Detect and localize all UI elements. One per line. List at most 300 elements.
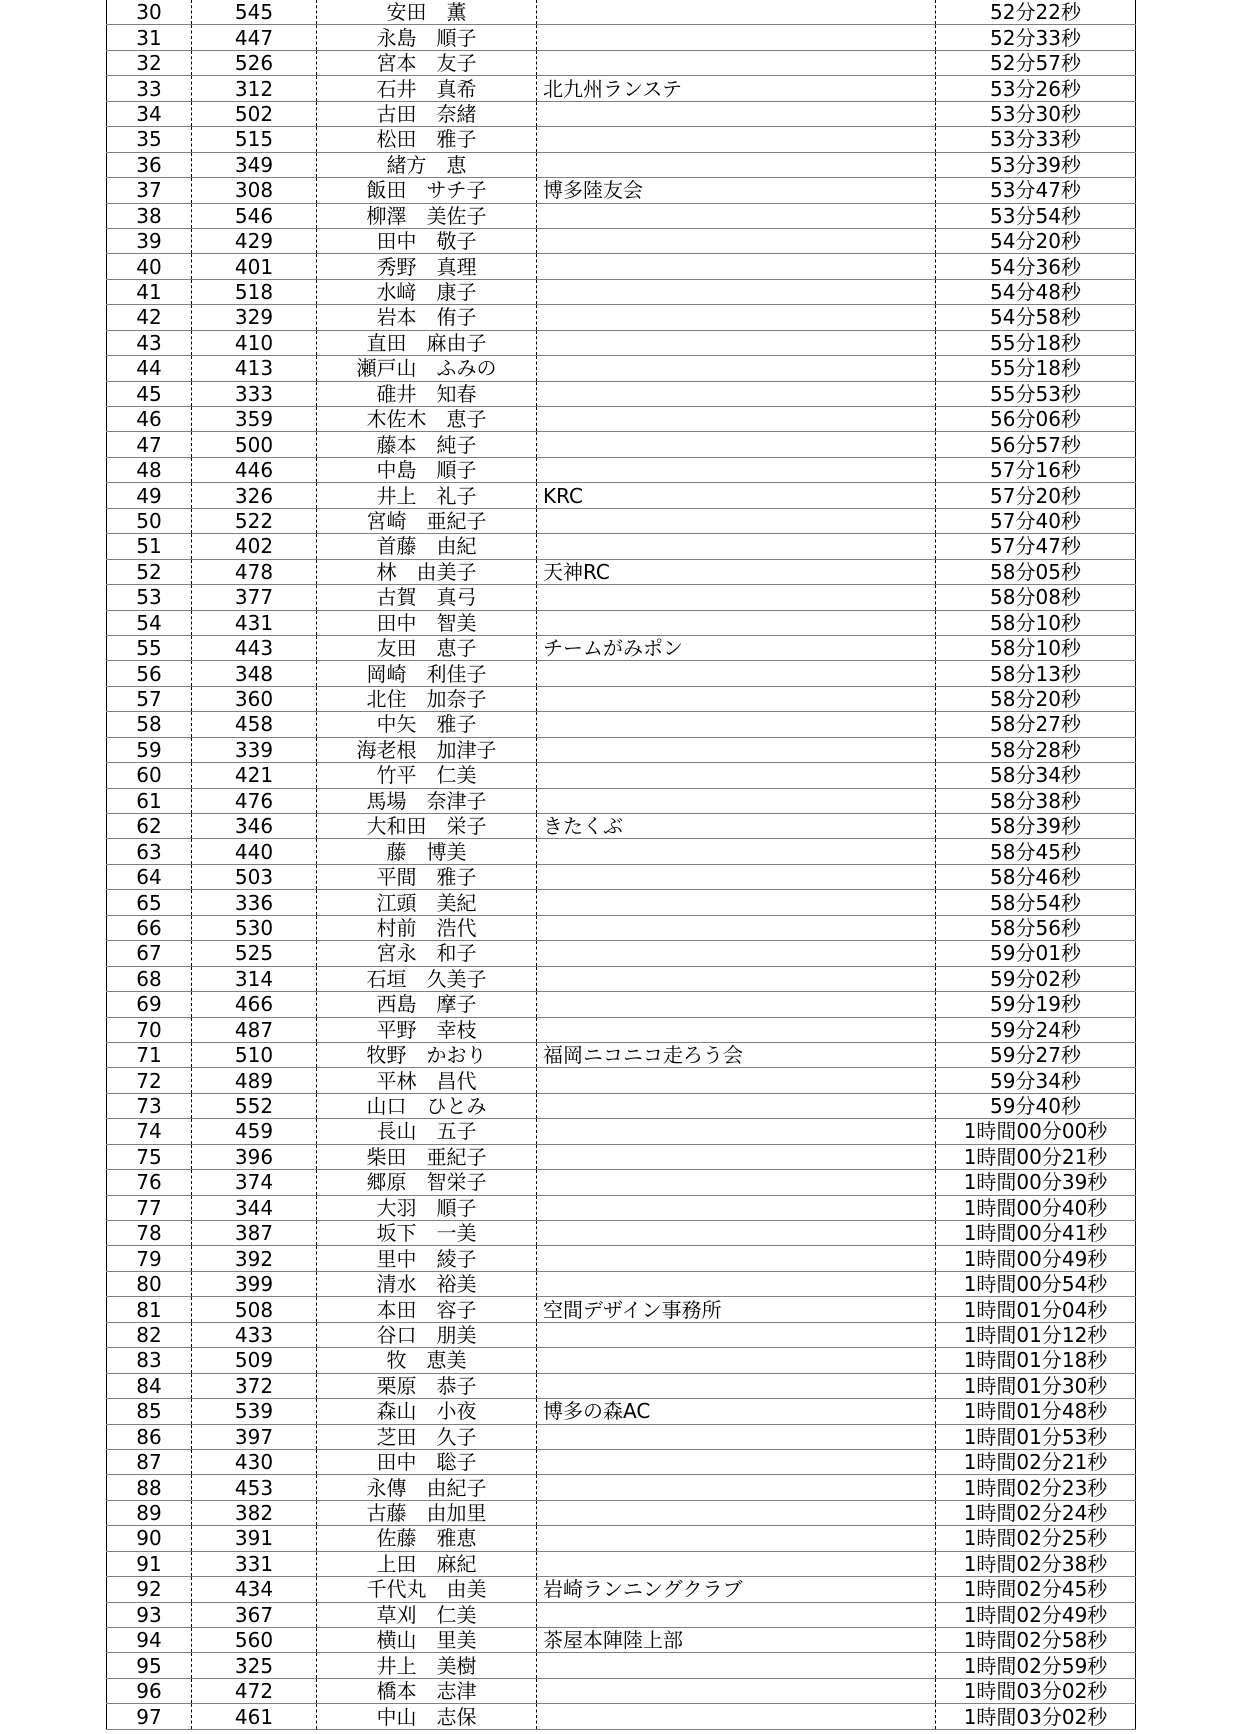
runner-name-cell: 長山 五子 <box>317 1119 537 1144</box>
rank-cell: 83 <box>107 1348 192 1373</box>
bib-number-cell: 522 <box>192 508 317 533</box>
table-row <box>107 0 1136 25</box>
runner-name-cell: 田中 智美 <box>317 610 537 635</box>
table-row <box>107 1526 1136 1551</box>
table-row <box>107 1399 1136 1424</box>
club-cell: 空間デザイン事務所 <box>537 1297 936 1322</box>
bib-number-cell: 333 <box>192 381 317 406</box>
finish-time-cell: 58分38秒 <box>936 788 1136 813</box>
finish-time-cell: 58分46秒 <box>936 864 1136 889</box>
table-row <box>107 661 1136 686</box>
club-cell <box>537 305 936 330</box>
finish-time-cell: 1時間01分30秒 <box>936 1373 1136 1398</box>
runner-name-cell: 横山 里美 <box>317 1628 537 1653</box>
runner-name-cell: 平林 昌代 <box>317 1068 537 1093</box>
table-row <box>107 915 1136 940</box>
club-cell <box>537 0 936 25</box>
results-sheet <box>106 0 1135 1730</box>
runner-name-cell: 郷原 智栄子 <box>317 1170 537 1195</box>
rank-cell: 93 <box>107 1602 192 1627</box>
finish-time-cell: 1時間02分23秒 <box>936 1475 1136 1500</box>
finish-time-cell: 1時間01分48秒 <box>936 1399 1136 1424</box>
rank-cell: 79 <box>107 1246 192 1271</box>
club-cell <box>537 1602 936 1627</box>
bib-number-cell: 433 <box>192 1322 317 1347</box>
table-row <box>107 610 1136 635</box>
runner-name-cell: 永傳 由紀子 <box>317 1475 537 1500</box>
finish-time-cell: 56分57秒 <box>936 432 1136 457</box>
table-row <box>107 152 1136 177</box>
runner-name-cell: 瀬戸山 ふみの <box>317 356 537 381</box>
table-row <box>107 457 1136 482</box>
table-row <box>107 534 1136 559</box>
table-row <box>107 1551 1136 1576</box>
runner-name-cell: 西島 摩子 <box>317 992 537 1017</box>
table-row <box>107 330 1136 355</box>
bib-number-cell: 478 <box>192 559 317 584</box>
runner-name-cell: 古田 奈緒 <box>317 101 537 126</box>
club-cell <box>537 1475 936 1500</box>
rank-cell: 84 <box>107 1373 192 1398</box>
rank-cell: 96 <box>107 1678 192 1703</box>
finish-time-cell: 1時間03分02秒 <box>936 1704 1136 1729</box>
rank-cell: 36 <box>107 152 192 177</box>
table-row <box>107 305 1136 330</box>
rank-cell: 78 <box>107 1221 192 1246</box>
bib-number-cell: 447 <box>192 25 317 50</box>
rank-cell: 62 <box>107 814 192 839</box>
bib-number-cell: 387 <box>192 1221 317 1246</box>
club-cell <box>537 585 936 610</box>
runner-name-cell: 本田 容子 <box>317 1297 537 1322</box>
runner-name-cell: 牧 恵美 <box>317 1348 537 1373</box>
runner-name-cell: 橋本 志津 <box>317 1678 537 1703</box>
rank-cell: 75 <box>107 1144 192 1169</box>
bib-number-cell: 476 <box>192 788 317 813</box>
runner-name-cell: 馬場 奈津子 <box>317 788 537 813</box>
club-cell <box>537 1271 936 1296</box>
rank-cell: 41 <box>107 279 192 304</box>
runner-name-cell: 松田 雅子 <box>317 127 537 152</box>
rank-cell: 76 <box>107 1170 192 1195</box>
club-cell <box>537 508 936 533</box>
table-row <box>107 737 1136 762</box>
table-row <box>107 966 1136 991</box>
runner-name-cell: 緒方 恵 <box>317 152 537 177</box>
bib-number-cell: 359 <box>192 407 317 432</box>
club-cell <box>537 1068 936 1093</box>
table-row <box>107 25 1136 50</box>
club-cell <box>537 1704 936 1729</box>
rank-cell: 60 <box>107 763 192 788</box>
runner-name-cell: 竹平 仁美 <box>317 763 537 788</box>
table-row <box>107 1144 1136 1169</box>
rank-cell: 71 <box>107 1042 192 1067</box>
runner-name-cell: 碓井 知春 <box>317 381 537 406</box>
results-table-body <box>107 0 1136 1729</box>
bib-number-cell: 446 <box>192 457 317 482</box>
bib-number-cell: 443 <box>192 635 317 660</box>
rank-cell: 51 <box>107 534 192 559</box>
table-row <box>107 254 1136 279</box>
finish-time-cell: 59分19秒 <box>936 992 1136 1017</box>
rank-cell: 47 <box>107 432 192 457</box>
club-cell <box>537 1170 936 1195</box>
runner-name-cell: 中矢 雅子 <box>317 712 537 737</box>
bib-number-cell: 525 <box>192 941 317 966</box>
runner-name-cell: 千代丸 由美 <box>317 1577 537 1602</box>
table-row <box>107 279 1136 304</box>
table-row <box>107 1424 1136 1449</box>
finish-time-cell: 1時間02分59秒 <box>936 1653 1136 1678</box>
runner-name-cell: 宮本 友子 <box>317 50 537 75</box>
rank-cell: 94 <box>107 1628 192 1653</box>
runner-name-cell: 水﨑 康子 <box>317 279 537 304</box>
table-row <box>107 1297 1136 1322</box>
runner-name-cell: 安田 薫 <box>317 0 537 25</box>
bib-number-cell: 430 <box>192 1449 317 1474</box>
finish-time-cell: 56分06秒 <box>936 407 1136 432</box>
finish-time-cell: 1時間00分40秒 <box>936 1195 1136 1220</box>
club-cell <box>537 1017 936 1042</box>
club-cell <box>537 1424 936 1449</box>
finish-time-cell: 54分20秒 <box>936 228 1136 253</box>
finish-time-cell: 58分27秒 <box>936 712 1136 737</box>
club-cell <box>537 1551 936 1576</box>
table-row <box>107 839 1136 864</box>
finish-time-cell: 57分16秒 <box>936 457 1136 482</box>
runner-name-cell: 北住 加奈子 <box>317 686 537 711</box>
rank-cell: 56 <box>107 661 192 686</box>
bib-number-cell: 440 <box>192 839 317 864</box>
club-cell <box>537 890 936 915</box>
finish-time-cell: 59分02秒 <box>936 966 1136 991</box>
bib-number-cell: 339 <box>192 737 317 762</box>
bib-number-cell: 399 <box>192 1271 317 1296</box>
club-cell <box>537 1221 936 1246</box>
club-cell <box>537 915 936 940</box>
rank-cell: 54 <box>107 610 192 635</box>
table-row <box>107 1577 1136 1602</box>
club-cell: KRC <box>537 483 936 508</box>
table-row <box>107 712 1136 737</box>
table-row <box>107 228 1136 253</box>
club-cell: チームがみポン <box>537 635 936 660</box>
runner-name-cell: 友田 恵子 <box>317 635 537 660</box>
runner-name-cell: 宮崎 亜紀子 <box>317 508 537 533</box>
finish-time-cell: 58分13秒 <box>936 661 1136 686</box>
rank-cell: 52 <box>107 559 192 584</box>
table-row <box>107 76 1136 101</box>
table-row <box>107 356 1136 381</box>
bib-number-cell: 397 <box>192 1424 317 1449</box>
bib-number-cell: 312 <box>192 76 317 101</box>
runner-name-cell: 藤 博美 <box>317 839 537 864</box>
bib-number-cell: 348 <box>192 661 317 686</box>
club-cell <box>537 1526 936 1551</box>
runner-name-cell: 田中 敬子 <box>317 228 537 253</box>
rank-cell: 49 <box>107 483 192 508</box>
club-cell <box>537 1373 936 1398</box>
finish-time-cell: 1時間02分25秒 <box>936 1526 1136 1551</box>
club-cell: 天神RC <box>537 559 936 584</box>
bib-number-cell: 392 <box>192 1246 317 1271</box>
finish-time-cell: 1時間01分18秒 <box>936 1348 1136 1373</box>
bib-number-cell: 518 <box>192 279 317 304</box>
bib-number-cell: 545 <box>192 0 317 25</box>
finish-time-cell: 58分28秒 <box>936 737 1136 762</box>
finish-time-cell: 1時間02分49秒 <box>936 1602 1136 1627</box>
rank-cell: 55 <box>107 635 192 660</box>
rank-cell: 73 <box>107 1093 192 1118</box>
finish-time-cell: 59分24秒 <box>936 1017 1136 1042</box>
club-cell <box>537 1144 936 1169</box>
bib-number-cell: 372 <box>192 1373 317 1398</box>
club-cell <box>537 50 936 75</box>
finish-time-cell: 58分20秒 <box>936 686 1136 711</box>
club-cell <box>537 1322 936 1347</box>
club-cell <box>537 127 936 152</box>
runner-name-cell: 平野 幸枝 <box>317 1017 537 1042</box>
club-cell <box>537 1500 936 1525</box>
runner-name-cell: 古藤 由加里 <box>317 1500 537 1525</box>
table-row <box>107 1704 1136 1729</box>
bib-number-cell: 346 <box>192 814 317 839</box>
runner-name-cell: 海老根 加津子 <box>317 737 537 762</box>
table-row <box>107 1246 1136 1271</box>
finish-time-cell: 54分58秒 <box>936 305 1136 330</box>
bib-number-cell: 413 <box>192 356 317 381</box>
runner-name-cell: 永島 順子 <box>317 25 537 50</box>
rank-cell: 95 <box>107 1653 192 1678</box>
table-row <box>107 635 1136 660</box>
club-cell <box>537 737 936 762</box>
runner-name-cell: 江頭 美紀 <box>317 890 537 915</box>
runner-name-cell: 井上 美樹 <box>317 1653 537 1678</box>
runner-name-cell: 直田 麻由子 <box>317 330 537 355</box>
runner-name-cell: 石垣 久美子 <box>317 966 537 991</box>
bib-number-cell: 461 <box>192 1704 317 1729</box>
finish-time-cell: 1時間00分49秒 <box>936 1246 1136 1271</box>
table-row <box>107 381 1136 406</box>
runner-name-cell: 山口 ひとみ <box>317 1093 537 1118</box>
rank-cell: 97 <box>107 1704 192 1729</box>
bib-number-cell: 401 <box>192 254 317 279</box>
table-row <box>107 814 1136 839</box>
bib-number-cell: 434 <box>192 1577 317 1602</box>
rank-cell: 58 <box>107 712 192 737</box>
bib-number-cell: 431 <box>192 610 317 635</box>
runner-name-cell: 宮永 和子 <box>317 941 537 966</box>
bib-number-cell: 552 <box>192 1093 317 1118</box>
club-cell <box>537 432 936 457</box>
finish-time-cell: 59分34秒 <box>936 1068 1136 1093</box>
table-row <box>107 1195 1136 1220</box>
runner-name-cell: 岡崎 利佳子 <box>317 661 537 686</box>
club-cell: 岩崎ランニングクラブ <box>537 1577 936 1602</box>
rank-cell: 53 <box>107 585 192 610</box>
table-row <box>107 1170 1136 1195</box>
rank-cell: 82 <box>107 1322 192 1347</box>
bib-number-cell: 453 <box>192 1475 317 1500</box>
finish-time-cell: 58分56秒 <box>936 915 1136 940</box>
club-cell <box>537 1348 936 1373</box>
runner-name-cell: 中山 志保 <box>317 1704 537 1729</box>
bib-number-cell: 326 <box>192 483 317 508</box>
bib-number-cell: 344 <box>192 1195 317 1220</box>
runner-name-cell: 藤本 純子 <box>317 432 537 457</box>
finish-time-cell: 1時間00分21秒 <box>936 1144 1136 1169</box>
club-cell <box>537 992 936 1017</box>
table-row <box>107 1449 1136 1474</box>
finish-time-cell: 57分40秒 <box>936 508 1136 533</box>
rank-cell: 35 <box>107 127 192 152</box>
finish-time-cell: 59分40秒 <box>936 1093 1136 1118</box>
bib-number-cell: 489 <box>192 1068 317 1093</box>
rank-cell: 87 <box>107 1449 192 1474</box>
table-row <box>107 1373 1136 1398</box>
runner-name-cell: 平間 雅子 <box>317 864 537 889</box>
club-cell: 北九州ランステ <box>537 76 936 101</box>
rank-cell: 30 <box>107 0 192 25</box>
results-table <box>106 0 1136 1730</box>
table-row <box>107 203 1136 228</box>
table-row <box>107 1475 1136 1500</box>
rank-cell: 90 <box>107 1526 192 1551</box>
club-cell <box>537 763 936 788</box>
finish-time-cell: 59分01秒 <box>936 941 1136 966</box>
finish-time-cell: 54分48秒 <box>936 279 1136 304</box>
bib-number-cell: 308 <box>192 178 317 203</box>
club-cell: 茶屋本陣陸上部 <box>537 1628 936 1653</box>
club-cell <box>537 101 936 126</box>
bib-number-cell: 515 <box>192 127 317 152</box>
club-cell <box>537 203 936 228</box>
runner-name-cell: 柳澤 美佐子 <box>317 203 537 228</box>
table-row <box>107 432 1136 457</box>
bib-number-cell: 539 <box>192 1399 317 1424</box>
bib-number-cell: 349 <box>192 152 317 177</box>
rank-cell: 66 <box>107 915 192 940</box>
table-row <box>107 50 1136 75</box>
club-cell <box>537 839 936 864</box>
finish-time-cell: 55分18秒 <box>936 356 1136 381</box>
runner-name-cell: 上田 麻紀 <box>317 1551 537 1576</box>
table-row <box>107 1093 1136 1118</box>
rank-cell: 86 <box>107 1424 192 1449</box>
bib-number-cell: 421 <box>192 763 317 788</box>
bib-number-cell: 509 <box>192 1348 317 1373</box>
finish-time-cell: 53分30秒 <box>936 101 1136 126</box>
runner-name-cell: 清水 裕美 <box>317 1271 537 1296</box>
club-cell <box>537 788 936 813</box>
club-cell <box>537 1195 936 1220</box>
finish-time-cell: 58分45秒 <box>936 839 1136 864</box>
rank-cell: 34 <box>107 101 192 126</box>
club-cell <box>537 356 936 381</box>
rank-cell: 63 <box>107 839 192 864</box>
runner-name-cell: 草刈 仁美 <box>317 1602 537 1627</box>
rank-cell: 61 <box>107 788 192 813</box>
club-cell <box>537 279 936 304</box>
bib-number-cell: 472 <box>192 1678 317 1703</box>
finish-time-cell: 53分39秒 <box>936 152 1136 177</box>
club-cell <box>537 1678 936 1703</box>
rank-cell: 43 <box>107 330 192 355</box>
table-row <box>107 1119 1136 1144</box>
club-cell <box>537 25 936 50</box>
club-cell <box>537 407 936 432</box>
finish-time-cell: 1時間02分45秒 <box>936 1577 1136 1602</box>
runner-name-cell: 井上 礼子 <box>317 483 537 508</box>
runner-name-cell: 里中 綾子 <box>317 1246 537 1271</box>
finish-time-cell: 1時間00分00秒 <box>936 1119 1136 1144</box>
rank-cell: 81 <box>107 1297 192 1322</box>
finish-time-cell: 58分54秒 <box>936 890 1136 915</box>
rank-cell: 39 <box>107 228 192 253</box>
club-cell <box>537 381 936 406</box>
rank-cell: 72 <box>107 1068 192 1093</box>
table-row <box>107 508 1136 533</box>
club-cell <box>537 1449 936 1474</box>
bib-number-cell: 382 <box>192 1500 317 1525</box>
table-row <box>107 1348 1136 1373</box>
bib-number-cell: 329 <box>192 305 317 330</box>
runner-name-cell: 栗原 恭子 <box>317 1373 537 1398</box>
club-cell <box>537 712 936 737</box>
runner-name-cell: 木佐木 恵子 <box>317 407 537 432</box>
bib-number-cell: 458 <box>192 712 317 737</box>
finish-time-cell: 1時間01分04秒 <box>936 1297 1136 1322</box>
table-row <box>107 686 1136 711</box>
finish-time-cell: 1時間00分41秒 <box>936 1221 1136 1246</box>
bib-number-cell: 503 <box>192 864 317 889</box>
rank-cell: 44 <box>107 356 192 381</box>
club-cell <box>537 1093 936 1118</box>
club-cell <box>537 330 936 355</box>
bib-number-cell: 402 <box>192 534 317 559</box>
finish-time-cell: 58分10秒 <box>936 610 1136 635</box>
table-row <box>107 1602 1136 1627</box>
rank-cell: 48 <box>107 457 192 482</box>
table-row <box>107 1017 1136 1042</box>
runner-name-cell: 石井 真希 <box>317 76 537 101</box>
club-cell <box>537 610 936 635</box>
bib-number-cell: 331 <box>192 1551 317 1576</box>
club-cell <box>537 1119 936 1144</box>
table-row <box>107 585 1136 610</box>
runner-name-cell: 芝田 久子 <box>317 1424 537 1449</box>
finish-time-cell: 55分18秒 <box>936 330 1136 355</box>
runner-name-cell: 大和田 栄子 <box>317 814 537 839</box>
bib-number-cell: 487 <box>192 1017 317 1042</box>
club-cell <box>537 1246 936 1271</box>
rank-cell: 45 <box>107 381 192 406</box>
finish-time-cell: 58分34秒 <box>936 763 1136 788</box>
runner-name-cell: 森山 小夜 <box>317 1399 537 1424</box>
rank-cell: 77 <box>107 1195 192 1220</box>
rank-cell: 80 <box>107 1271 192 1296</box>
rank-cell: 46 <box>107 407 192 432</box>
bib-number-cell: 325 <box>192 1653 317 1678</box>
club-cell: 福岡ニコニコ走ろう会 <box>537 1042 936 1067</box>
finish-time-cell: 1時間02分21秒 <box>936 1449 1136 1474</box>
finish-time-cell: 52分57秒 <box>936 50 1136 75</box>
rank-cell: 32 <box>107 50 192 75</box>
finish-time-cell: 58分08秒 <box>936 585 1136 610</box>
bib-number-cell: 410 <box>192 330 317 355</box>
finish-time-cell: 1時間02分24秒 <box>936 1500 1136 1525</box>
